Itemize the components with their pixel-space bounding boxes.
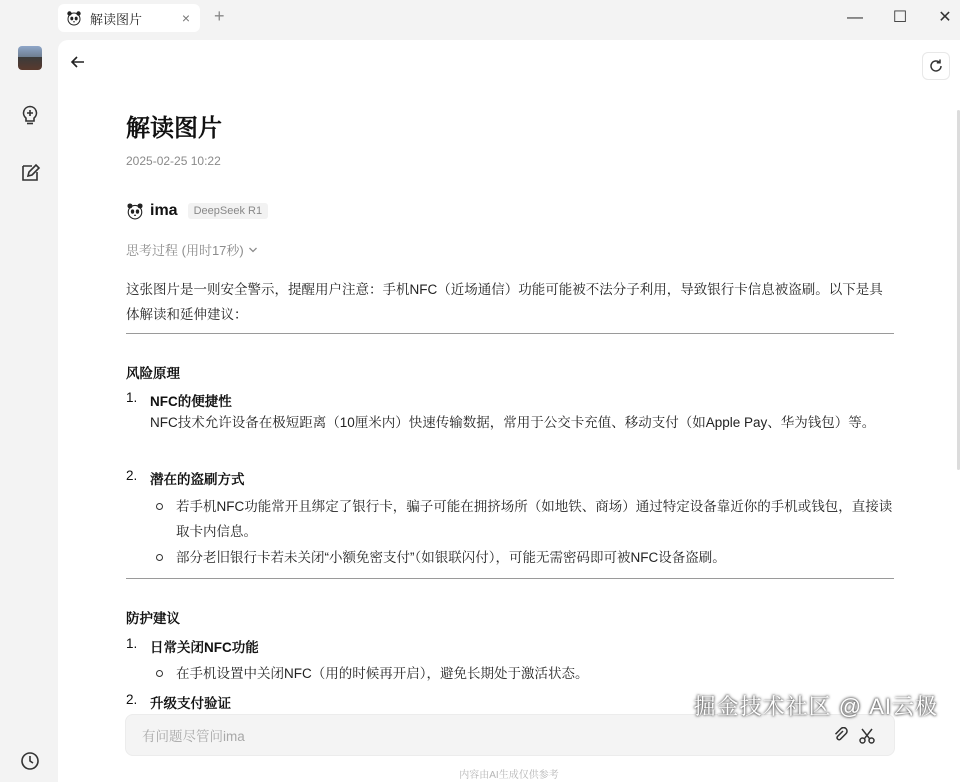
thinking-toggle[interactable]	[126, 240, 258, 259]
tab-title: 解读图片	[90, 11, 143, 27]
list-number: 2.	[126, 692, 138, 707]
footer-note: 内容由AI生成仅供参考	[459, 770, 559, 781]
list-text: NFC技术允许设备在极短距离（10厘米内）快速传输数据，常用于公交卡充值、移动支付（如Apple Pay、华为钱包）等。	[150, 415, 876, 430]
panda-logo-icon	[66, 10, 82, 26]
back-arrow-icon[interactable]	[68, 52, 88, 72]
list-heading: NFC的便捷性	[150, 394, 232, 409]
close-window-button[interactable]: ✕	[938, 9, 952, 26]
edit-icon[interactable]	[19, 162, 41, 184]
list-heading: 潜在的盗刷方式	[150, 472, 245, 487]
minimize-button[interactable]: —	[847, 9, 863, 26]
list-number: 1.	[126, 636, 138, 651]
tab-active[interactable]	[58, 4, 200, 32]
tab-close-icon[interactable]: ×	[181, 10, 190, 26]
author-name: ima	[150, 202, 178, 219]
timestamp: 2025-02-25 10:22	[126, 154, 221, 168]
new-tab-button[interactable]: +	[214, 6, 225, 26]
section-title: 风险原理	[126, 366, 180, 381]
bullet-dot	[156, 554, 163, 561]
main-panel	[58, 40, 960, 782]
thinking-label: 思考过程 (用时17秒)	[126, 243, 244, 258]
refresh-button[interactable]	[922, 52, 950, 80]
watermark: 掘金技术社区 @ AI云极	[693, 694, 938, 719]
scissors-icon[interactable]	[858, 727, 876, 745]
chat-input[interactable]	[140, 725, 800, 747]
divider	[126, 333, 894, 334]
avatar[interactable]	[18, 46, 42, 70]
author-row	[126, 202, 268, 220]
bullet-text: 在手机设置中关闭NFC（用的时候再开启），避免长期处于激活状态。	[176, 666, 589, 681]
model-badge: DeepSeek R1	[188, 203, 269, 219]
history-icon[interactable]	[19, 750, 41, 772]
bullet-text: 部分老旧银行卡若未关闭“小额免密支付”（如银联闪付），可能无需密码即可被NFC设备盗刷。	[176, 550, 726, 565]
title-bar	[0, 0, 960, 40]
bullet-text: 若手机NFC功能常开且绑定了银行卡，骗子可能在拥挤场所（如地铁、商场）通过特定设备靠近你的手机或钱包，直接读取卡内信息。	[176, 499, 893, 539]
bullet-dot	[156, 503, 163, 510]
list-heading: 日常关闭NFC功能	[150, 640, 259, 655]
intro-paragraph: 这张图片是一则安全警示，提醒用户注意：手机NFC（近场通信）功能可能被不法分子利用，导致银行卡信息被盗刷。以下是具体解读和延伸建议：	[126, 282, 883, 322]
sidebar	[0, 40, 58, 782]
attach-icon[interactable]	[832, 727, 850, 745]
divider	[126, 578, 894, 579]
chevron-down-icon	[248, 245, 258, 255]
refresh-icon	[928, 58, 944, 74]
panda-logo-icon	[126, 202, 144, 220]
maximize-button[interactable]: ☐	[892, 9, 908, 26]
list-heading: 升级支付验证	[150, 696, 231, 711]
page-title: 解读图片	[126, 115, 222, 142]
list-number: 1.	[126, 390, 138, 405]
lightbulb-icon[interactable]	[19, 104, 41, 126]
list-number: 2.	[126, 468, 138, 483]
bullet-dot	[156, 670, 163, 677]
section-title: 防护建议	[126, 611, 180, 626]
